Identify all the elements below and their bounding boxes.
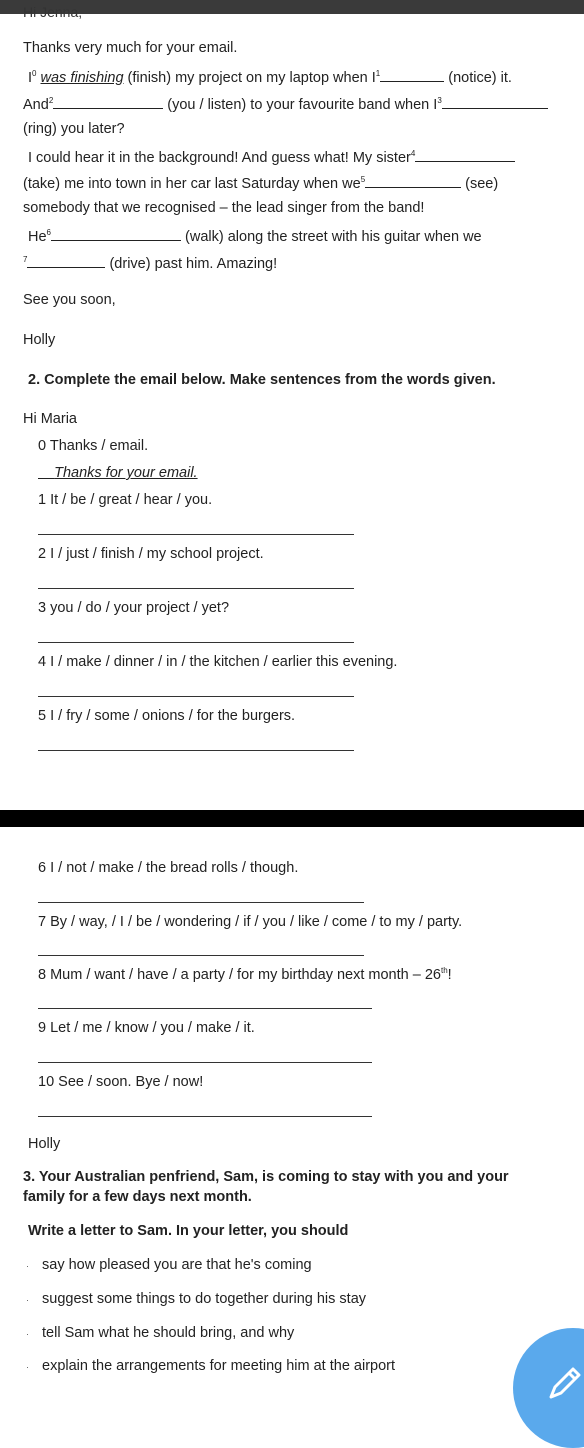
answer-line-6[interactable]: [38, 902, 364, 903]
answer-line-5[interactable]: [38, 750, 354, 751]
item-3: 3 you / do / your project / yet?: [38, 600, 230, 616]
bullet-icon: ·: [26, 1295, 29, 1305]
email1-line5: (take) me into town in her car last Saturday when $we^5$ (see): [23, 173, 498, 192]
answer-line-4[interactable]: [38, 696, 354, 697]
answer-line-2[interactable]: [38, 588, 354, 589]
blank-2[interactable]: [53, 94, 163, 109]
bullet-item-4: explain the arrangements for meeting him at the airport: [42, 1358, 396, 1374]
example-answer: was finishing: [40, 70, 124, 86]
item-4: 4 I / make / dinner / in / the kitchen / earlier this evening.: [38, 654, 398, 670]
answer-line-3[interactable]: [38, 642, 354, 643]
pencil-icon: [545, 1363, 584, 1403]
section3-heading-line1: 3. Your Australian penfriend, Sam, is coming to stay with you and your: [23, 1169, 509, 1185]
blank-1[interactable]: [380, 67, 444, 82]
email1-signature: Holly: [23, 332, 56, 348]
email1-line2: And$^2$ (you / listen) to your favourite band when $I^3$: [23, 94, 548, 113]
answer-line-9[interactable]: [38, 1062, 372, 1063]
blank-4[interactable]: [415, 147, 515, 162]
item-5: 5 I / fry / some / onions / for the burgers.: [38, 708, 296, 724]
email1-line8: $^7$ (drive) past him. Amazing!: [23, 253, 277, 272]
example-prompt: 0 Thanks / email.: [38, 438, 149, 454]
bullet-icon: ·: [26, 1329, 29, 1339]
top-bar: [0, 0, 584, 14]
item-2: 2 I / just / finish / my school project.: [38, 546, 264, 562]
answer-line-1[interactable]: [38, 534, 354, 535]
email1-line4: I could hear it in the background! And guess what! My sister$^4$: [28, 147, 515, 166]
email1-line3: (ring) you later?: [23, 121, 125, 137]
bullet-icon: ·: [26, 1362, 29, 1372]
section3-heading-line2: family for a few days next month.: [23, 1189, 252, 1205]
answer-line-8[interactable]: [38, 1008, 372, 1009]
section2-signature: Holly: [28, 1136, 61, 1152]
blank-6[interactable]: [51, 226, 181, 241]
item-10: 10 See / soon. Bye / now!: [38, 1074, 204, 1090]
item-8: 8 Mum / want / have / a party / for my birthday next month – 26th!: [38, 966, 452, 983]
blank-7[interactable]: [27, 253, 105, 268]
bullet-icon: ·: [26, 1261, 29, 1271]
bullet-item-1: say how pleased you are that he's coming: [42, 1257, 312, 1273]
email1-greeting: Hi Jenna,: [23, 4, 83, 20]
section2-greeting: Hi Maria: [23, 411, 77, 427]
blank-3[interactable]: [442, 94, 548, 109]
answer-line-10[interactable]: [38, 1116, 372, 1117]
email1-thanks: Thanks very much for your email.: [23, 40, 238, 56]
section3-instruction: Write a letter to Sam. In your letter, you should: [28, 1223, 349, 1239]
blank-5[interactable]: [365, 173, 461, 188]
answer-line-7[interactable]: [38, 955, 364, 956]
edit-fab-button[interactable]: [513, 1328, 584, 1448]
example-answer-line: Thanks for your email.: [54, 465, 198, 481]
item-1: 1 It / be / great / hear / you.: [38, 492, 213, 508]
email1-closing: See you soon,: [23, 292, 116, 308]
section2-heading: 2. Complete the email below. Make sentences from the words given.: [28, 372, 496, 388]
bullet-item-2: suggest some things to do together during his stay: [42, 1291, 367, 1307]
item-6: 6 I / not / make / the bread rolls / though.: [38, 860, 299, 876]
email1-line7: He$^6$ (walk) along the street with his guitar when we: [28, 226, 482, 245]
page-divider: [0, 810, 584, 827]
email1-line6: somebody that we recognised – the lead singer from the band!: [23, 200, 425, 216]
item-9: 9 Let / me / know / you / make / it.: [38, 1020, 255, 1036]
bullet-item-3: tell Sam what he should bring, and why: [42, 1325, 295, 1341]
email1-line1: $I^0$ was finishing (finish) my project on my laptop when $I^1$ (notice) it.: [28, 67, 512, 86]
item-7: 7 By / way, / I / be / wondering / if / you / like / come / to my / party.: [38, 914, 463, 930]
